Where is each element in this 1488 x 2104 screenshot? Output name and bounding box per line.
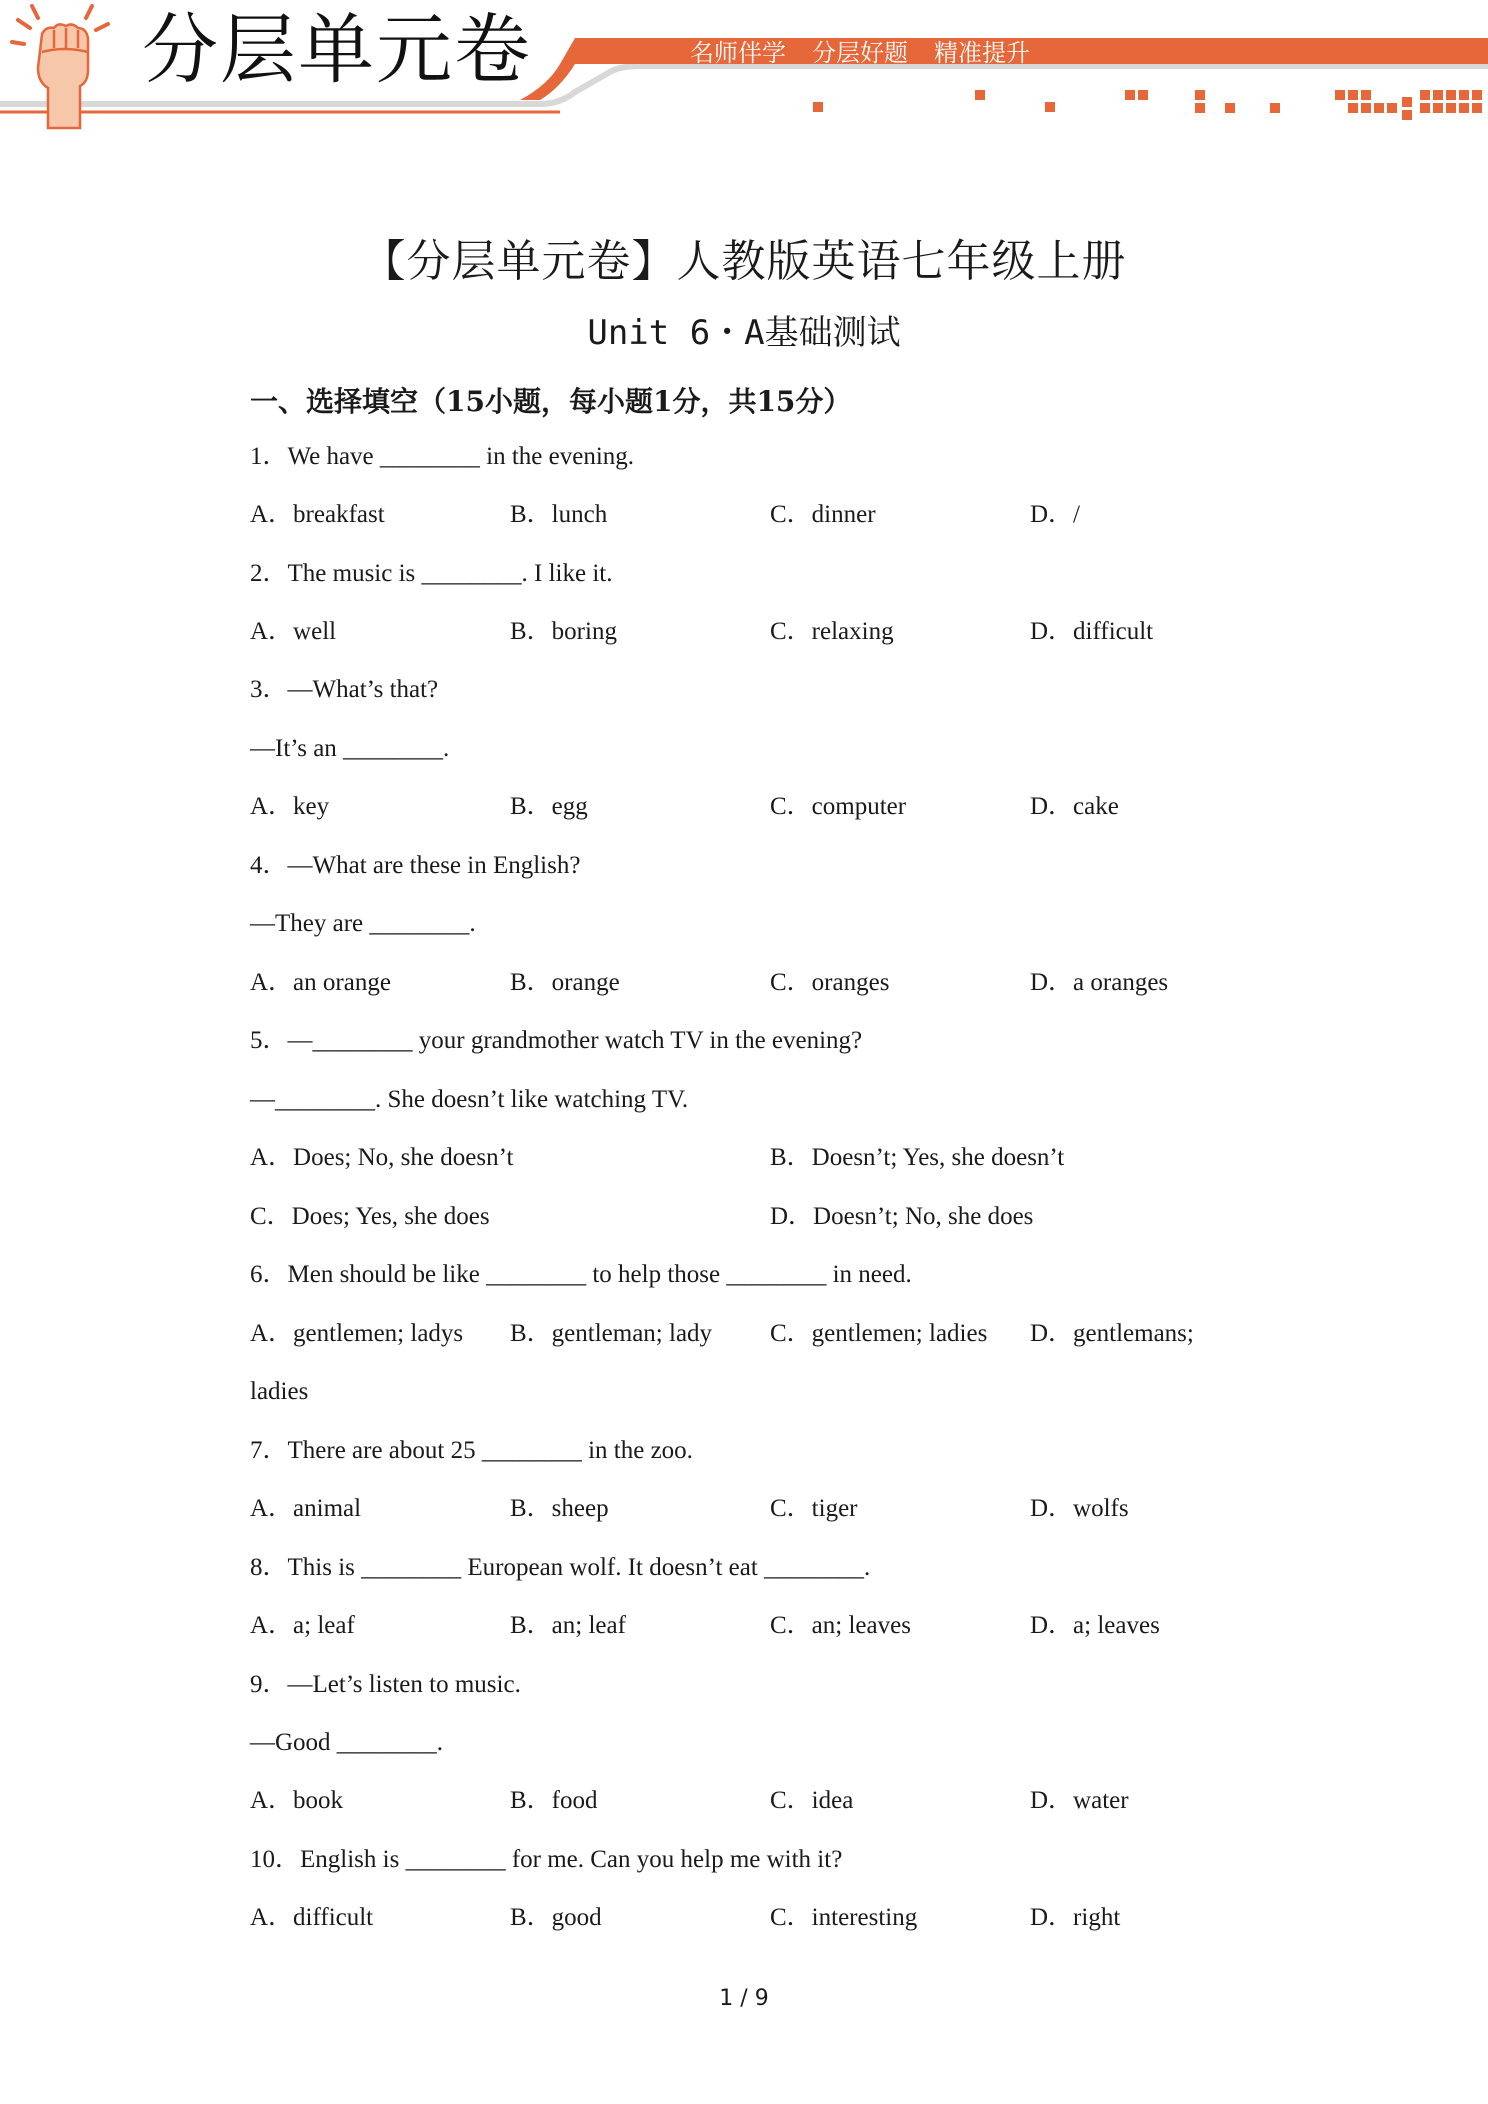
option[interactable]: C．relaxing [770, 618, 894, 645]
question-stem: 1．We have ________ in the evening. [250, 443, 635, 470]
slogan-item: 精准提升 [934, 39, 1030, 67]
option[interactable]: C．Does; Yes, she does [250, 1203, 490, 1230]
option[interactable]: C．gentlemen; ladies [770, 1320, 988, 1347]
option[interactable]: C．tiger [770, 1495, 858, 1522]
option[interactable]: A．book [250, 1787, 344, 1814]
slogan-item: 分层好题 [812, 39, 908, 67]
option[interactable]: B．food [510, 1787, 598, 1814]
question-stem: —It’s an ________. [250, 735, 450, 762]
option[interactable]: B．sheep [510, 1495, 609, 1522]
section-heading: 一、选择填空（15小题，每小题1分，共15分） [250, 385, 852, 418]
option[interactable]: A．difficult [250, 1904, 374, 1931]
question-stem: 5．—________ your grandmother watch TV in the evening? [250, 1027, 863, 1054]
question-stem: 4．—What are these in English? [250, 852, 581, 879]
option[interactable]: B．boring [510, 618, 617, 645]
option[interactable]: D．/ [1030, 501, 1081, 528]
option[interactable]: A．gentlemen; ladys [250, 1320, 464, 1347]
option[interactable]: B．gentleman; lady [510, 1320, 713, 1347]
question-stem: 9．—Let’s listen to music. [250, 1671, 521, 1698]
option[interactable]: C．oranges [770, 969, 890, 996]
option[interactable]: C．idea [770, 1787, 854, 1814]
option[interactable]: C．dinner [770, 501, 876, 528]
question-stem: 10．English is ________ for me. Can you help me with it? [250, 1846, 843, 1873]
slogan-bar [690, 38, 1030, 68]
option[interactable]: A．a; leaf [250, 1612, 355, 1639]
option[interactable]: D．gentlemans; [1030, 1320, 1194, 1347]
option[interactable]: A．Does; No, she doesn’t [250, 1144, 514, 1171]
option[interactable]: B．orange [510, 969, 620, 996]
option[interactable]: D．difficult [1030, 618, 1154, 645]
option[interactable]: D．wolfs [1030, 1495, 1129, 1522]
option[interactable]: B．Doesn’t; Yes, she doesn’t [770, 1144, 1065, 1171]
option[interactable]: C．computer [770, 793, 907, 820]
option[interactable]: D．a; leaves [1030, 1612, 1160, 1639]
option[interactable]: A．animal [250, 1495, 362, 1522]
option[interactable]: B．lunch [510, 501, 608, 528]
question-stem: 6．Men should be like ________ to help those ________ in need. [250, 1261, 912, 1288]
page-number: 1 / 9 [719, 1986, 769, 2011]
question-stem: —________. She doesn’t like watching TV. [250, 1086, 689, 1113]
option[interactable]: A．an orange [250, 969, 391, 996]
option[interactable]: D．right [1030, 1904, 1121, 1931]
option[interactable]: A．breakfast [250, 501, 385, 528]
document-subtitle: Unit 6・A基础测试 [587, 313, 901, 353]
option[interactable]: B．an; leaf [510, 1612, 626, 1639]
fist-icon [8, 0, 138, 130]
option[interactable]: C．an; leaves [770, 1612, 911, 1639]
header-banner [0, 0, 1488, 130]
slogan-item: 名师伴学 [690, 39, 786, 67]
question-stem: —They are ________. [250, 910, 476, 937]
option[interactable]: C．interesting [770, 1904, 918, 1931]
option[interactable]: D．cake [1030, 793, 1119, 820]
brand-title: 分层单元卷 [142, 5, 532, 94]
question-stem: 2．The music is ________. I like it. [250, 560, 613, 587]
option[interactable]: B．good [510, 1904, 602, 1931]
option[interactable]: D．water [1030, 1787, 1129, 1814]
option-wrap-text: ladies [250, 1378, 309, 1405]
question-stem: 3．—What’s that? [250, 676, 439, 703]
document-title: 【分层单元卷】人教版英语七年级上册 [361, 236, 1127, 287]
question-stem: 8．This is ________ European wolf. It doesn’t eat ________. [250, 1554, 871, 1581]
option[interactable]: A．key [250, 793, 330, 820]
option[interactable]: B．egg [510, 793, 588, 820]
option[interactable]: A．well [250, 618, 337, 645]
question-stem: —Good ________. [250, 1729, 444, 1756]
option[interactable]: D．Doesn’t; No, she does [770, 1203, 1034, 1230]
option[interactable]: D．a oranges [1030, 969, 1169, 996]
question-stem: 7．There are about 25 ________ in the zoo. [250, 1437, 693, 1464]
